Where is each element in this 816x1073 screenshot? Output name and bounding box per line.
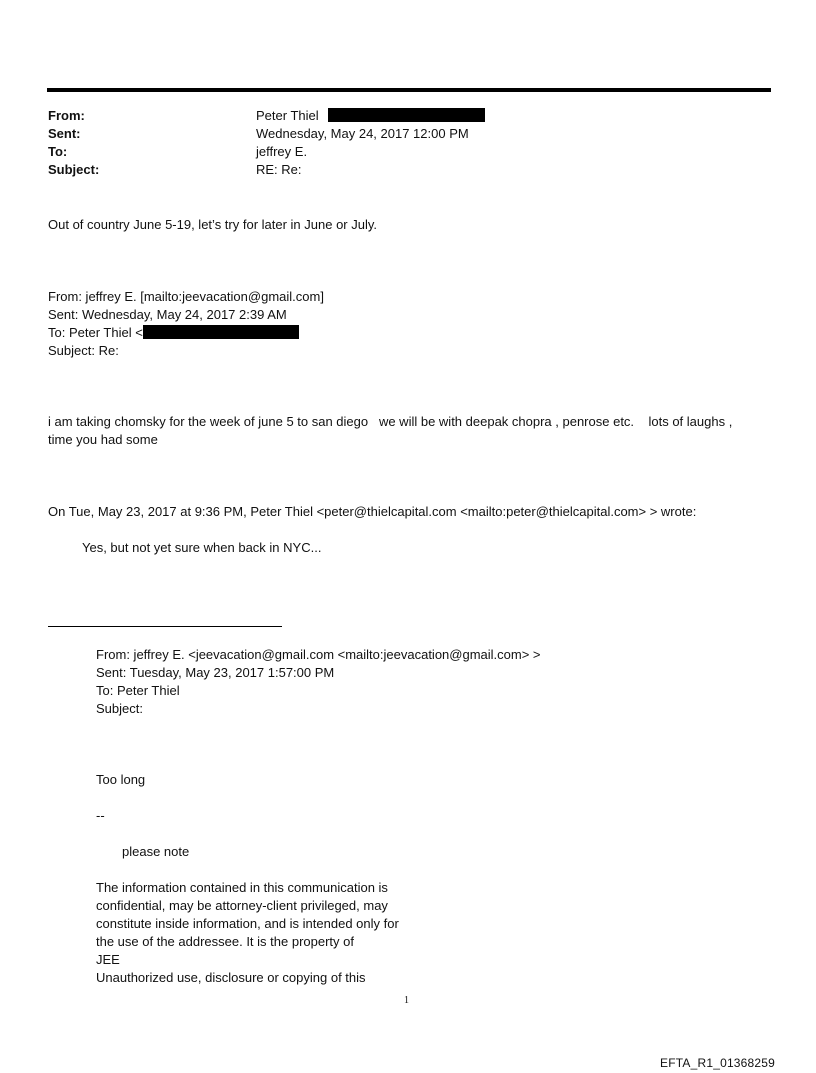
separator-line [48, 626, 282, 627]
from-label: From: [48, 108, 85, 123]
redaction-bar [143, 325, 299, 339]
signature-dash: -- [96, 808, 105, 823]
quoted3-body: Too long [96, 772, 146, 787]
quoted1-sent: Sent: Wednesday, May 24, 2017 2:39 AM [48, 307, 287, 322]
from-value: Peter Thiel [256, 108, 319, 123]
sent-value: Wednesday, May 24, 2017 12:00 PM [256, 126, 469, 141]
subject-label: Subject: [48, 162, 100, 177]
from-value-row [256, 107, 485, 125]
quoted1-from: From: jeffrey E. [mailto:jeevacation@gmail.com] [48, 289, 324, 304]
sent-label: Sent: [48, 126, 81, 141]
quoted1-to-row [48, 324, 299, 342]
disclaimer-line: the use of the addressee. It is the property of [96, 934, 354, 949]
disclaimer-line: confidential, may be attorney-client privileged, may [96, 898, 388, 913]
quoted3-to: To: Peter Thiel [96, 683, 180, 698]
quoted1-body-line2: time you had some [48, 432, 158, 447]
quoted1-to: To: Peter Thiel < [48, 325, 143, 340]
quoted2-body: Yes, but not yet sure when back in NYC... [82, 540, 322, 555]
disclaimer-line: JEE [96, 952, 120, 967]
quoted3-from: From: jeffrey E. <jeevacation@gmail.com <mailto:jeevacation@gmail.com> > [96, 647, 541, 662]
quoted2-attribution: On Tue, May 23, 2017 at 9:36 PM, Peter Thiel <peter@thielcapital.com <mailto:peter@thielcapital.com> > wrote: [48, 504, 697, 519]
disclaimer-line: constitute inside information, and is intended only for [96, 916, 399, 931]
quoted1-subject: Subject: Re: [48, 343, 119, 358]
reply-body: Out of country June 5-19, let’s try for later in June or July. [48, 217, 378, 232]
page-number: 1 [404, 995, 409, 1006]
subject-value: RE: Re: [256, 162, 302, 177]
disclaimer-line: Unauthorized use, disclosure or copying of this [96, 970, 366, 985]
quoted3-sent: Sent: Tuesday, May 23, 2017 1:57:00 PM [96, 665, 335, 680]
header-rule [47, 88, 771, 92]
disclaimer-line: The information contained in this communication is [96, 880, 388, 895]
to-value: jeffrey E. [256, 144, 308, 159]
bates-number: EFTA_R1_01368259 [660, 1056, 776, 1070]
please-note: please note [122, 844, 190, 859]
quoted3-subject: Subject: [96, 701, 143, 716]
quoted1-body-line1: i am taking chomsky for the week of june 5 to san diego we will be with deepak chopra , penrose etc. lots of laughs , [48, 414, 733, 429]
redaction-bar [328, 108, 485, 122]
to-label: To: [48, 144, 68, 159]
